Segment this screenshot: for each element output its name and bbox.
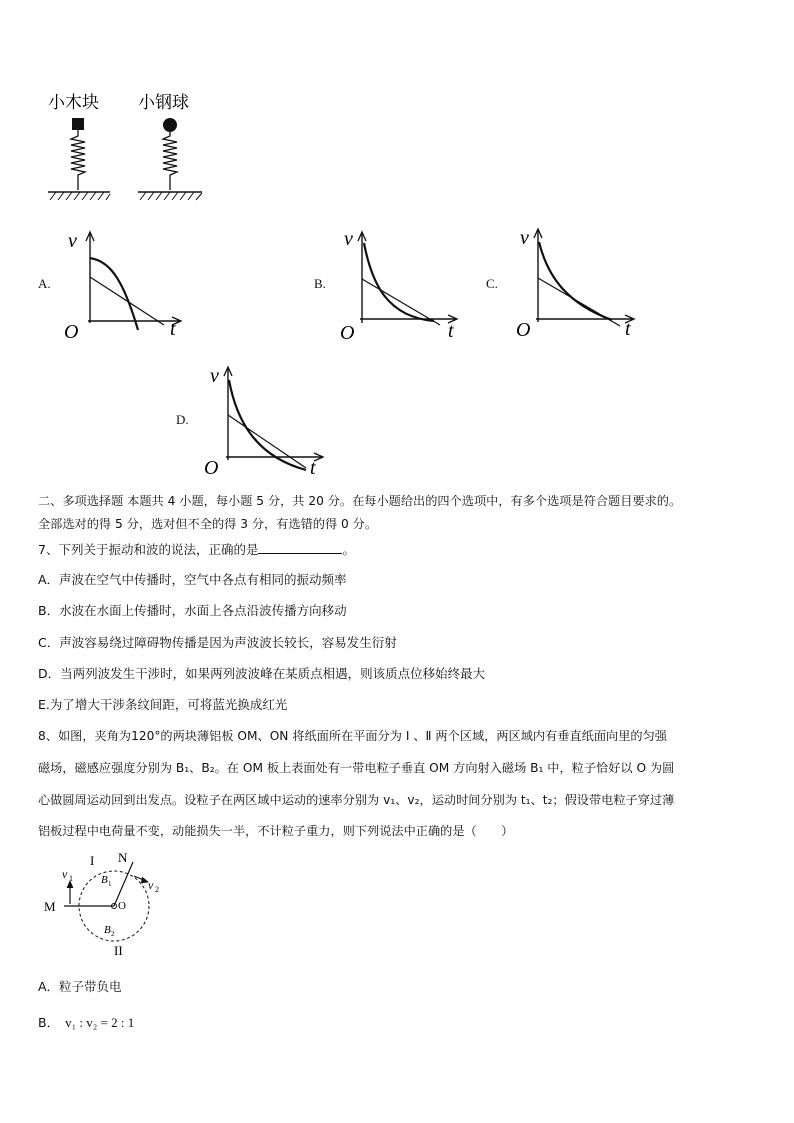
option-b-letter: B. (314, 276, 326, 291)
wood-block-label: 小木块 (48, 93, 99, 113)
q7-stem: 7、下列关于振动和波的说法，正确的是 (38, 542, 259, 557)
q8-figure (38, 848, 178, 964)
graph-c-t-label: t (625, 318, 631, 340)
option-c-letter: C. (486, 276, 498, 291)
q8-region-i: I (90, 853, 95, 868)
q8-v2-arrowhead (141, 877, 148, 883)
wood-ground-hatch (50, 192, 110, 200)
q8-label-v2: v (148, 878, 154, 892)
graph-c-v-label: v (520, 227, 529, 249)
graph-a-t-label: t (170, 318, 176, 340)
q7-stem-end: 。 (342, 542, 355, 557)
q8-label-b2: B (104, 924, 111, 936)
q8-label-b1-sub: 1 (108, 880, 112, 888)
q8-label-b2-sub: 2 (111, 930, 115, 938)
steel-spring (163, 132, 177, 190)
q8-line1: 8、如图，夹角为120°的两块薄铝板 OM、ON 将纸面所在平面分为 Ⅰ 、Ⅱ 两个区域，两区域内有垂直纸面向里的匀强 (38, 729, 667, 743)
graph-b-curve (364, 243, 434, 321)
q8-line2: 磁场，磁感应强度分别为 B₁、B₂。在 OM 板上表面处有一带电粒子垂直 OM 方向射入磁场 B₁ 中，粒子恰好以 O 为圆 (38, 761, 675, 775)
graph-c-svg (508, 222, 643, 342)
q8-option-b-formula: v₁ : v₂ = 2 : 1 (65, 1015, 135, 1030)
wood-spring (71, 130, 85, 190)
q8-option-b-prefix: B． (38, 1015, 60, 1030)
q7-option-a: A．声波在空气中传播时，空气中各点有相同的振动频率 (38, 572, 347, 587)
graph-a-svg (60, 225, 190, 345)
graph-b-t-label: t (448, 320, 454, 342)
q7-option-d: D．当两列波发生干涉时，如果两列波波峰在某质点相遇，则该质点位移始终最大 (38, 666, 486, 681)
q8-label-v1: v (62, 867, 68, 881)
graph-c-origin: O (516, 319, 531, 341)
option-d-letter: D. (176, 412, 189, 427)
q8-label-o: O (118, 900, 126, 912)
q8-figure-svg (38, 848, 178, 960)
graph-d-line (228, 415, 306, 468)
graph-c-curve (539, 242, 612, 320)
graph-b-svg (336, 225, 466, 345)
graph-a-origin: O (64, 321, 79, 343)
q7-answer-blank (258, 541, 342, 554)
q7-option-b: B．水波在水面上传播时，水面上各点沿波传播方向移动 (38, 603, 347, 618)
graph-a-line (90, 277, 164, 325)
graph-a-curve (90, 258, 138, 330)
q8-region-ii: II (114, 943, 123, 958)
graph-b-origin: O (340, 322, 355, 344)
q8-label-b1: B (101, 874, 108, 886)
graph-b-line (362, 279, 440, 325)
spring-figure-svg (40, 88, 220, 208)
graph-a-v-label: v (68, 230, 77, 252)
graph-d-t-label: t (310, 457, 316, 479)
option-a-letter: A. (38, 276, 51, 291)
graph-option-c (508, 222, 643, 346)
graph-d-origin: O (204, 457, 219, 479)
q8-label-v1-sub: 1 (69, 874, 73, 883)
steel-ground-hatch (140, 192, 202, 200)
q7-option-c: C．声波容易绕过障碍物传播是因为声波波长较长，容易发生衍射 (38, 635, 397, 650)
section2-line1: 二、多项选择题 本题共 4 小题，每小题 5 分，共 20 分。在每小题给出的四个选项中，有多个选项是符合题目要求的。 (38, 494, 682, 508)
graph-option-d (200, 360, 335, 484)
graph-b-v-label: v (344, 228, 353, 250)
wood-block (72, 118, 84, 130)
steel-ball-label: 小钢球 (138, 93, 189, 113)
q7-stem-row (38, 541, 355, 558)
graph-option-a (60, 225, 190, 349)
q8-label-m: M (44, 899, 56, 914)
graph-d-svg (200, 360, 335, 480)
q8-label-v2-sub: 2 (155, 885, 159, 894)
spring-figure (40, 88, 220, 208)
q8-option-b-row (38, 1015, 134, 1031)
q8-line3: 心做圆周运动回到出发点。设粒子在两区域中运动的速率分别为 v₁、v₂，运动时间分别为 t₁、t₂；假设带电粒子穿过薄 (38, 793, 675, 807)
graph-d-v-label: v (210, 365, 219, 387)
q8-label-n: N (118, 850, 128, 865)
section2-line2: 全部选对的得 5 分，选对但不全的得 3 分，有选错的得 0 分。 (38, 517, 378, 531)
q7-option-e: E.为了增大干涉条纹间距，可将蓝光换成红光 (38, 697, 288, 712)
graph-option-b (336, 225, 466, 349)
q8-line4: 铝板过程中电荷量不变，动能损失一半，不计粒子重力，则下列说法中正确的是（ ） (38, 824, 514, 838)
q8-option-a: A．粒子带负电 (38, 979, 122, 994)
steel-ball (163, 118, 177, 132)
